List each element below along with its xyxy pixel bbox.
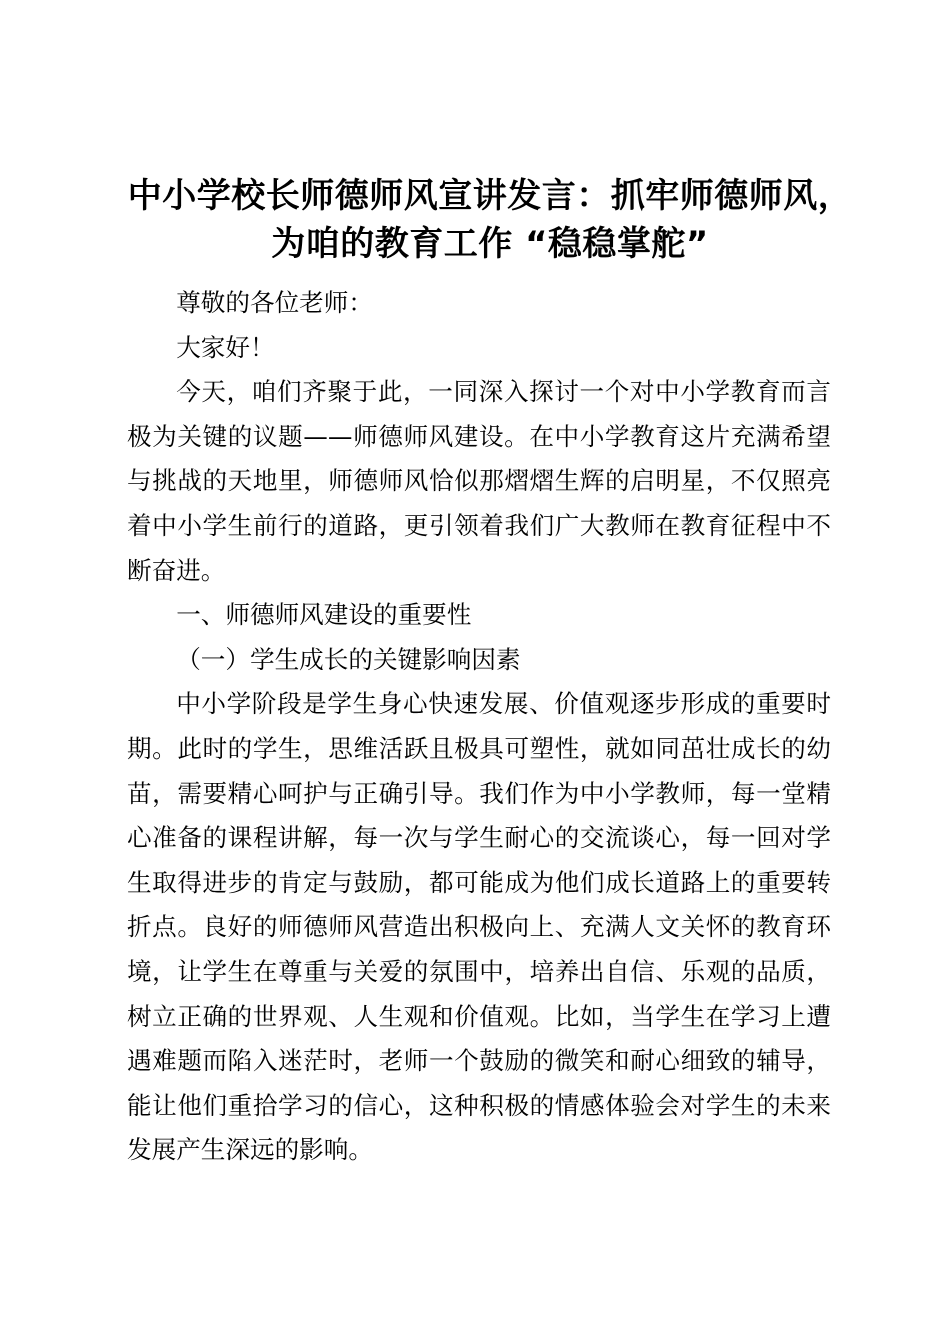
subsection-1-paragraph: 中小学阶段是学生身心快速发展、价值观逐步形成的重要时期。此时的学生，思维活跃且极具可塑性，就如同茁壮成长的幼苗，需要精心呵护与正确引导。我们作为中小学教师，每一堂精心准备的课程讲解，每一次与学生耐心的交流谈心，每一回对学生取得进步的肯定与鼓励，都可能成为他们成长道路上的重要转折点。良好的师德师风营造出积极向上、充满人文关怀的教育环境，让学生在尊重与关爱的氛围中，培养出自信、乐观的品质，树立正确的世界观、人生观和价值观。比如，当学生在学习上遭遇难题而陷入迷茫时，老师一个鼓励的微笑和耐心细致的辅导，能让他们重拾学习的信心，这种积极的情感体验会对学生的未来发展产生深远的影响。 bbox=[127, 689, 831, 1165]
title-line-2: 为咱的教育工作 “稳稳掌舵” bbox=[271, 224, 709, 264]
greeting: 大家好！ bbox=[176, 332, 275, 362]
salutation: 尊敬的各位老师： bbox=[176, 288, 373, 317]
document-title bbox=[120, 172, 860, 268]
title-line-1: 中小学校长师德师风宣讲发言：抓牢师德师风， bbox=[127, 176, 853, 216]
subsection-1-heading: （一）学生成长的关键影响因素 bbox=[176, 644, 521, 674]
section-1-heading: 一、师德师风建设的重要性 bbox=[176, 600, 472, 630]
intro-paragraph: 今天，咱们齐聚于此，一同深入探讨一个对中小学教育而言极为关键的议题——师德师风建设。在中小学教育这片充满希望与挑战的天地里，师德师风恰似那熠熠生辉的启明星，不仅照亮着中小学生前行的道路，更引领着我们广大教师在教育征程中不断奋进。 bbox=[127, 377, 831, 585]
document-body bbox=[127, 281, 831, 1173]
